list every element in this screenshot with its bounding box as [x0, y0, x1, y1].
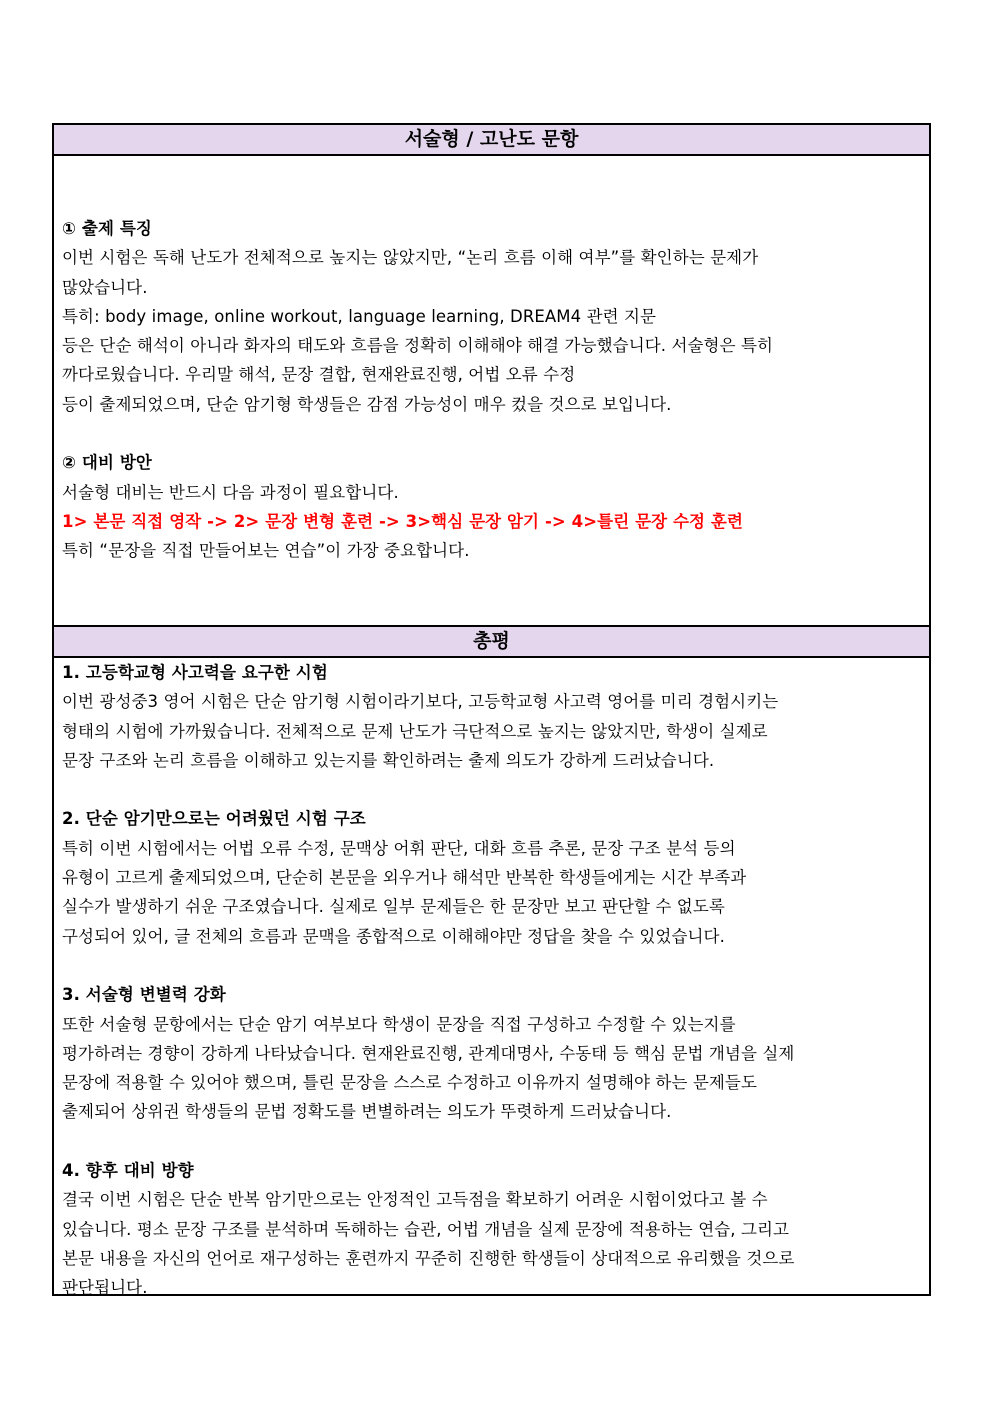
- plan-steps: 1> 본문 직접 영작 -> 2> 문장 변형 훈련 -> 3>핵심 문장 암기 -> 4>틀린 문장 수정 훈련: [62, 511, 744, 531]
- subheading: 1. 고등학교형 사고력을 요구한 시험: [62, 663, 328, 682]
- summary-section: [52, 625, 931, 1296]
- paragraph-line: 본문 내용을 자신의 언어로 재구성하는 훈련까지 꾸준히 진행한 학생들이 상대적으로 유리했을 것으로: [62, 1248, 795, 1268]
- paragraph-line: 문장 구조와 논리 흐름을 이해하고 있는지를 확인하려는 출제 의도가 강하게 드러났습니다.: [62, 750, 715, 770]
- paragraph-line: 출제되어 상위권 학생들의 문법 정확도를 변별하려는 의도가 뚜렷하게 드러났습니다.: [62, 1102, 672, 1122]
- paragraph-line: 또한 서술형 문항에서는 단순 암기 여부보다 학생이 문장을 직접 구성하고 수정할 수 있는지를: [62, 1014, 736, 1034]
- paragraph-line: 등은 단순 해석이 아니라 화자의 태도와 흐름을 정확히 이해해야 해결 가능했습니다. 서술형은 특히: [62, 336, 774, 356]
- section-header: 총평: [54, 627, 929, 658]
- subheading: 4. 향후 대비 방향: [62, 1161, 194, 1181]
- paragraph-line: 등이 출제되었으며, 단순 암기형 학생들은 감점 가능성이 매우 컸을 것으로 보입니다.: [62, 394, 672, 414]
- paragraph-line: 실수가 발생하기 쉬운 구조였습니다. 실제로 일부 문제들은 한 문장만 보고 판단할 수 없도록: [62, 897, 725, 917]
- paragraph-line: 평가하려는 경향이 강하게 나타났습니다. 현재완료진행, 관계대명사, 수동태 등 핵심 문법 개념을 실제: [62, 1043, 795, 1063]
- paragraph-line: 많았습니다.: [62, 277, 148, 297]
- section-header: 서술형 / 고난도 문항: [54, 125, 929, 156]
- section-body: [54, 658, 929, 1303]
- paragraph-line: 형태의 시험에 가까웠습니다. 전체적으로 문제 난도가 극단적으로 높지는 않았지만, 학생이 실제로: [62, 721, 768, 741]
- subheading: 2. 단순 암기만으로는 어려웠던 시험 구조: [62, 809, 366, 829]
- paragraph-line: 있습니다. 평소 문장 구조를 분석하며 독해하는 습관, 어법 개념을 실제 문장에 적용하는 연습, 그리고: [62, 1219, 790, 1239]
- paragraph-line: 구성되어 있어, 글 전체의 흐름과 문맥을 종합적으로 이해해야만 정답을 찾을 수 있었습니다.: [62, 926, 725, 946]
- paragraph-line: 문장에 적용할 수 있어야 했으며, 틀린 문장을 스스로 수정하고 이유까지 설명해야 하는 문제들도: [62, 1073, 758, 1093]
- plan-intro: 서술형 대비는 반드시 다음 과정이 필요합니다.: [62, 482, 399, 502]
- paragraph-line: 유형이 고르게 출제되었으며, 단순히 본문을 외우거나 해석만 반복한 학생들에게는 시간 부족과: [62, 868, 747, 888]
- paragraph-line: 결국 이번 시험은 단순 반복 암기만으로는 안정적인 고득점을 확보하기 어려운 시험이었다고 볼 수: [62, 1190, 768, 1210]
- essay-section: [52, 123, 931, 627]
- plan-note: 특히 “문장을 직접 만들어보는 연습”이 가장 중요합니다.: [62, 541, 470, 561]
- paragraph-line: 이번 광성중3 영어 시험은 단순 암기형 시험이라기보다, 고등학교형 사고력 영어를 미리 경험시키는: [62, 692, 779, 712]
- paragraph-line: 이번 시험은 독해 난도가 전체적으로 높지는 않았지만, “논리 흐름 이해 여부”를 확인하는 문제가: [62, 248, 759, 268]
- paragraph-line: 까다로웠습니다. 우리말 해석, 문장 결합, 현재완료진행, 어법 오류 수정: [62, 365, 576, 385]
- subheading: 3. 서술형 변별력 강화: [62, 985, 226, 1005]
- paragraph-line: 판단됩니다.: [62, 1278, 148, 1298]
- plan-heading: ② 대비 방안: [62, 453, 152, 473]
- paragraph-line: 특히 이번 시험에서는 어법 오류 수정, 문맥상 어휘 판단, 대화 흐름 추론, 문장 구조 분석 등의: [62, 838, 736, 858]
- features-heading: ① 출제 특징: [62, 219, 152, 238]
- section-body: [54, 156, 929, 566]
- paragraph-line: 특히: body image, online workout, language learning, DREAM4 관련 지문: [62, 306, 657, 326]
